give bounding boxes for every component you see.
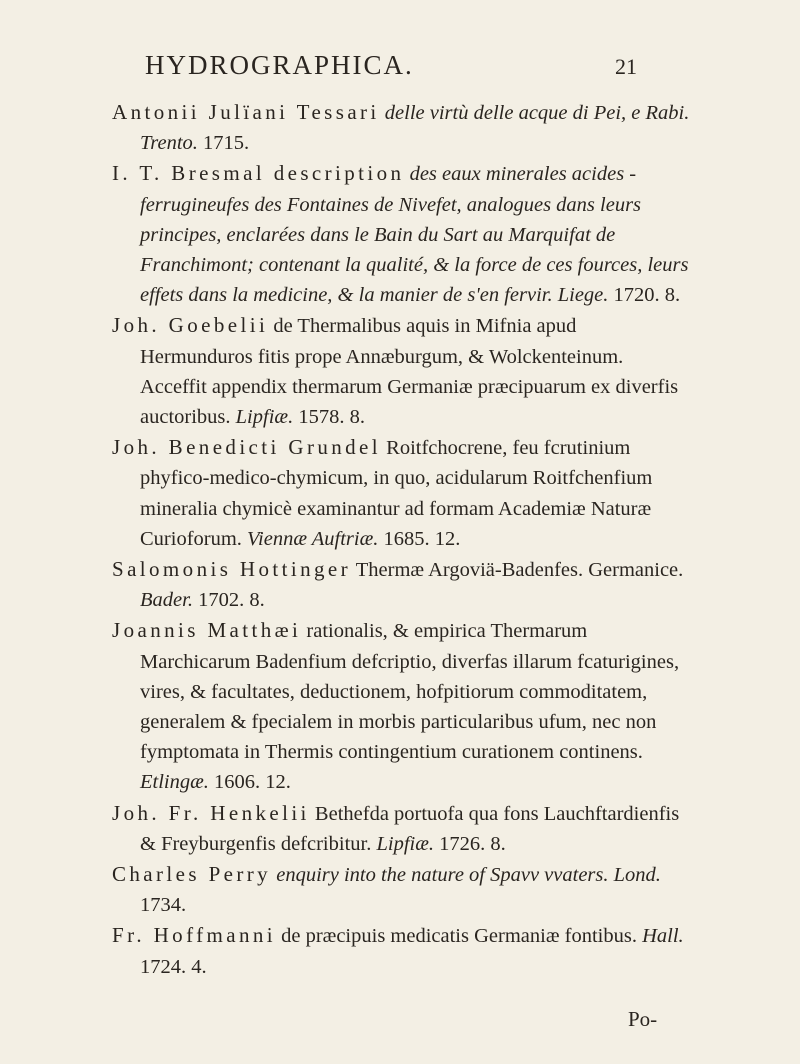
entry-author: I. T. Bresmal description [112,161,405,186]
entry-author: Charles Perry [112,862,272,887]
entry-imprint: 1734. [140,894,187,917]
page-number: 21 [615,54,637,79]
bibliography-entry [112,798,692,859]
catchword: Po- [628,1007,658,1031]
running-head: HYDROGRAPHICA. [145,50,414,80]
entry-text: Thermæ Argoviä-Badenfes. Germanice. [351,559,684,582]
bibliography-entry [112,615,692,797]
entry-author: Antonii Julïani Tessari [112,100,380,124]
entry-place: Lipfiæ. [235,406,294,429]
entry-place: Bader. [140,589,193,612]
bibliography-entry [112,554,692,615]
entry-imprint: 1578. 8. [293,406,365,429]
bibliography-entry [112,310,692,432]
entry-place: Lipfiæ. [376,832,435,855]
entry-imprint: 1720. 8. [608,284,681,307]
entry-imprint: 1724. 4. [140,955,207,978]
entry-author: Salomonis Hottinger [112,557,352,582]
bibliography-entry [112,158,692,310]
entry-author: Joannis Matthæi [112,618,302,643]
bibliography-entry [112,97,692,158]
entry-imprint: 1606. 12. [208,771,291,794]
entry-imprint: 1715. [197,132,250,155]
bibliography-entry [112,920,692,981]
bibliography-entry [112,859,692,920]
entry-text: rationalis, & empirica Thermarum Marchicarum Badenfium defcriptio, diverfas illarum fcaturigines, vires, & facultates, deductionem, hofpitiorum commoditatem, generalem & fpecialem in morbis particularibus ufum, nec non fymptomata in Thermis contingentium curationem continens. [140,620,680,764]
entry-text: de Thermalibus aquis in Mifnia apud Hermunduros fitis prope Annæburgum, & Wolckenteinum. Acceffit appendix thermarum Germaniæ præcipuarum ex diverfis auctoribus. [140,315,679,429]
entry-text: Bethefda portuofa qua fons Lauchftardienfis & Freyburgenfis defcribitur. [140,802,680,855]
entry-author: Joh. Goebelii [112,313,269,338]
entry-text: Roitfchocrene, feu fcrutinium phyfico-medico-chymicum, in quo, acidularum Roitfchenfium mineralia chymicè examinantur ad formam Academiæ Naturæ Curioforum. [140,437,653,550]
entry-imprint: 1702. 8. [192,589,265,612]
entry-author: Joh. Benedicti Grundel [112,435,382,460]
entry-author: Joh. Fr. Henkelii [112,800,310,825]
entry-title: enquiry into the nature of Spavv vvaters. Lond. [276,864,661,887]
bibliography-list [112,97,692,982]
bibliography-entry [112,432,692,554]
entry-text: de præcipuis medicatis Germaniæ fontibus. [275,925,643,948]
entry-title: des eaux minerales acides -ferrugineufes des Fontaines de Nivefet, analogues dans leurs principes, enclarées dans le Bain du Sart au Marquifat de Franchimont; contenant la qualité, & la force de ces fources, leurs effets dans la medicine, & la manier de s'en fervir. Liege. [140,163,689,307]
entry-place: Etlingæ. [140,771,209,794]
entry-imprint: 1685. 12. [378,527,461,550]
entry-author: Fr. Hoffmanni [112,923,276,948]
entry-place: Hall. [642,925,684,948]
entry-imprint: 1726. 8. [434,832,506,855]
entry-title: delle virtù delle acque di Pei, e Rabi. Trento. [140,102,690,155]
page-header [0,50,800,90]
entry-place: Viennæ Auftriæ. [247,527,379,550]
